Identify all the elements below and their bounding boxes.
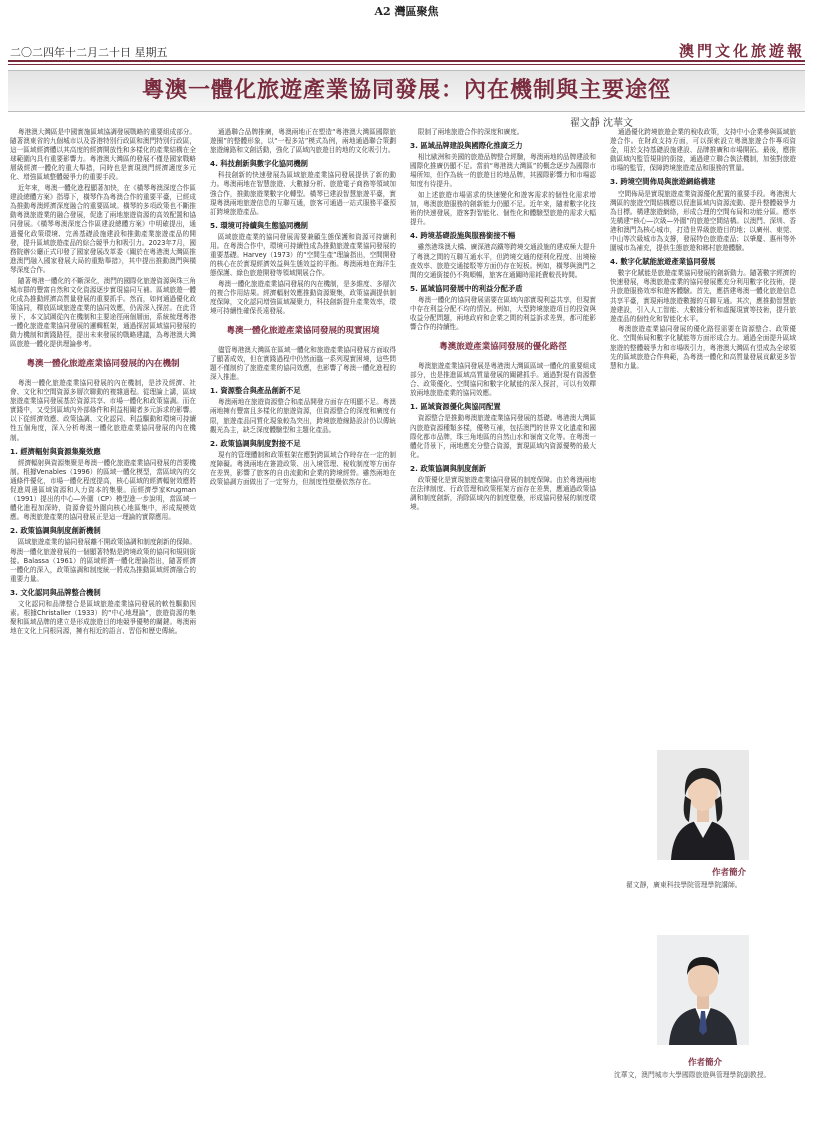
article-title: 粵澳一體化旅遊產業協同發展：內在機制與主要途徑 (141, 78, 671, 103)
author-bio: 翟文靜，廣東科技學院管理學院講師。 (626, 881, 742, 889)
author-bio: 沈華文，澳門城市大學國際旅遊與管理學院副教授。 (614, 1071, 771, 1079)
page-label: A2 灣區聚焦 (374, 5, 439, 18)
article-column-1 (10, 128, 196, 638)
subsection-heading: 3. 文化認同與品牌整合機制 (10, 587, 101, 597)
paragraph: 粵澳一體化的協同發展需要在區域內部實現利益共享，但現實中存在利益分配不均的情況。例如，大型跨境旅遊項目的投資與收益分配問題，兩地政府和企業之間的利益訴求差異，都可能影響合作的持續性。 (410, 295, 596, 332)
subsection-heading: 5. 環境可持續與生態協同機制 (210, 220, 308, 230)
headline-banner (8, 70, 805, 112)
subsection-heading: 2. 政策協調與制度對接不足 (210, 438, 301, 448)
caption-title: 作者簡介 (688, 1058, 723, 1068)
paragraph: 相比歐洲和美國的旅遊品牌整合經驗，粵澳兩地的品牌建設和國際化推廣仍顯不足。當前“粵港澳大灣區”的概念逐步為國際市場所知，但作為統一的旅遊目的地品牌，其國際影響力和市場認知度有待提升。 (410, 153, 596, 189)
paragraph: 區域旅遊產業的協同發展需要兼顧生態保護和資源可持續利用。在粵澳合作中，環境可持續性成為推動旅遊產業協同發展的重要基礎。Harvey（1973）的“空間生產”理論指出，空間開發的核心在於實現經濟效益與生態效益的平衡。粵澳兩地在海洋生態保護、綠色旅遊開發等領域開展合作。 (210, 232, 396, 278)
paragraph: 限制了兩地旅遊合作的深度和廣度。 (417, 128, 524, 136)
paragraph: 粵澳兩地在旅遊資源整合和產品開發方面存在明顯不足。粵澳兩地擁有豐富且多樣化的旅遊資源，但資源整合的深度和廣度有限，旅遊產品同質化現象較為突出，跨境旅遊線路設計仍以傳統觀光為主，缺乏深度體驗型和主題化產品。 (210, 398, 396, 434)
paragraph: 如上述旅遊市場需求的快速變化和遊客需求的個性化需求增加，粵澳旅遊服務的創新能力仍顯不足。近年來，隨着數字化技術的快速發展，遊客對智能化、個性化和體驗型旅遊的需求大幅提升。 (410, 191, 596, 227)
article-column-2 (210, 128, 396, 489)
paragraph: 粵港澳大灣區是中國實施區域協調發展戰略的重要組成部分。隨著澳東省的九個城市以及香港特別行政區和澳門特別行政區，這一區域經濟體以其高度的經濟開放性和多樣化的產業結構在全球範圍內具有重要影響力。粵港澳大灣區的發展不僅是國家戰略層級經濟一體化的重大舉措，同時也是實現澳門經濟適度多元化、增強區域整體競爭力的重要手段。 (10, 128, 196, 182)
author-photo (657, 750, 749, 860)
subsection-heading: 1. 區域資源優化與協同配置 (410, 402, 501, 412)
article-column-3 (410, 128, 596, 514)
paragraph: 數字化賦能是旅遊產業協同發展的創新動力。隨著數字經濟的快速發展，粵澳旅遊產業的協同發展應充分利用數字化技術，提升旅遊服務效率和遊客體驗。首先，應搭建粵澳一體化旅遊信息共享平臺，實現兩地旅遊數據的互聯互通。其次，應推動智慧旅遊建設，引入人工智能、大數據分析和虛擬現實等技術，提升旅遊產品的個性化和智能化水平。 (610, 269, 796, 323)
paragraph: 通過優化跨境旅遊企業的稅收政策，支持中小企業參與區域旅遊合作。在財政支持方面，可以探索設立粵澳旅遊合作專項資金，用於支持基礎設施建設、品牌推廣和市場開拓。最後，應推動區域內監管規則的銜接，通過建立聯合執法機制，加強對旅遊市場的監管，保障跨境旅遊產品和服務的質量。 (610, 128, 796, 173)
subsection-heading: 4. 跨境基礎設施與服務銜接不暢 (410, 231, 516, 241)
subsection-heading: 4. 數字化賦能旅遊產業協同發展 (610, 257, 716, 267)
issue-date: 二〇二四年十二月二十日 星期五 (10, 46, 168, 59)
paragraph: 現有的管理體制和政策框架在應對跨區域合作時存在一定的制度障礙。粵澳兩地在簽證政策、出入境管理、稅收制度等方面存在差異，影響了旅客的自由流動和企業的跨境經營。雖然兩地在政策協調方面做出了一定努力，但制度性壁壘依然存在。 (210, 450, 396, 487)
paragraph: 經濟輻射與資源集聚是粵澳一體化旅遊產業協同發展的首要機制。根據Venables（1996）的區域一體化模型，當區域內的交通條件優化，市場一體化程度提高，核心區域的經濟輻射效應將促進周邊區域資源和人力資本的集聚。而經濟學家Krugman（1991）提出的中心—外圍（CP）模型進一步說明，當區域一體化進程加深時，資源會從外圍向核心地區集中，形成規模效應。粵澳旅遊產業的協同發展正是這一理論的實際應用。 (10, 458, 196, 522)
subsection-heading: 3. 跨境空間佈局與旅遊網絡構建 (610, 177, 716, 187)
section-heading: 粵澳一體化旅遊產業協同發展的現實困境 (226, 326, 380, 337)
subsection-heading: 3. 區域品牌建設與國際化推廣乏力 (410, 141, 523, 151)
caption-title: 作者簡介 (712, 868, 747, 878)
author-photo (657, 935, 749, 1045)
subsection-heading: 1. 資源整合與產品創新不足 (210, 386, 301, 396)
paragraph: 粵澳一體化旅遊產業協同發展的內在機制，是多維度、多層次的複合作用結果。經濟輻射效應推動資源聚集，政策協調提供制度保障，文化認同增強區域凝聚力，科技創新提升產業效率，環境可持續性確保長遠發展。 (210, 279, 396, 316)
masthead: 澳門文化旅遊報 (678, 42, 805, 60)
header-rule (8, 60, 805, 62)
paragraph: 資源整合是推動粵澳旅遊產業協同發展的基礎。粵港澳大灣區內旅遊資源種類多樣，優勢互補，包括澳門的世界文化遺產和國際化都市品牌，珠三角地區的自然山水和嶺南文化等。在粵澳一體化背景下，兩地應充分整合資源，實現區域內資源優勢的最大化。 (410, 414, 596, 459)
section-heading: 粵澳旅遊產業協同發展的優化路徑 (439, 342, 567, 353)
paragraph: 近年來，粵澳一體化進程顯著加快，在《橫琴粵澳深度合作區建設總體方案》指導下，橫琴作為粵澳合作的重要平臺，已經成為推動粵澳經濟深度融合的重要區域。橫琴的多項政策也不斷推動粵澳旅遊業的融合發展，促進了兩地旅遊資源的高效配置和協同發展。《橫琴粵澳深度合作區建設總體方案》中明確提出，通過優化政策環境、完善基礎設施建設和推動產業旅遊產品的開發，提升區域旅遊產品的綜合競爭力和吸引力。2023年7月，國務院辦公廳正式印發了國家發展改革委《關於在粵港澳大灣區推進澳門融入國家發展大局的重點舉措》，其中提出推動澳門與橫琴深度合作。 (10, 184, 196, 274)
article-column-4 (610, 128, 796, 372)
byline: 翟文靜 沈華文 (569, 118, 633, 129)
paragraph: 通過聯合品牌推廣，粵澳兩地正在塑造“粵港澳大灣區國際旅遊圈”的整體形象，以“一程多站”模式為例，兩地通過聯合策劃旅遊線路和文創活動，強化了區域內旅遊目的地的文化吸引力。 (210, 128, 396, 155)
subsection-heading: 4. 科技創新與數字化協同機制 (210, 159, 308, 169)
subsection-heading: 5. 區域協同發展中的利益分配矛盾 (410, 283, 523, 293)
paragraph: 科技創新的快速發展為區域旅遊產業協同發展提供了新的動力。粵澳兩地在智慧旅遊、大數據分析、旅遊電子商務等領域加強合作，推動旅遊業數字化轉型。橫琴已建設智慧旅遊平臺，實現粵澳兩地旅遊信息的互聯互通，旅客可通過一站式服務平臺預訂跨境旅遊產品。 (210, 171, 396, 216)
paragraph: 隨著粵港一體化的不斷深化，澳門的國際化旅遊資源與珠三角城市群的豐富自然和文化資源逐步實現協同互補。區域旅遊一體化成為推動經濟高質量發展的重要抓手。然而，如何通過優化政策協同，釋放區域旅遊產業的協同效應，仍需深入探討。在此背景下，本文試圖從內在機制和主要途徑兩個層面，系統梳理粵港一體化旅遊產業協同發展的邏輯框架，通過探討區域協同發展的動力機制和實踐路徑，提出未來發展的戰略建議，為粵港澳大灣區旅遊一體化提供理論參考。 (10, 276, 196, 349)
paragraph: 空間佈局是實現旅遊產業資源優化配置的重要手段。粵港澳大灣區的旅遊空間結構應以促進區域內資源流動、提升整體競爭力為目標。構建旅遊網絡，形成合理的空間布局和功能分區。應率先構建“核心—次級—外圍”的旅遊空間結構。以澳門、深圳、香港和澳門為核心城市，打造世界級旅遊目的地；以廣州、東莞、中山等次級城市為支撐，發展特色旅遊產品；以肇慶、惠州等外圍城市為補充，提供生態旅遊和鄉村旅遊體驗。 (610, 189, 796, 253)
paragraph: 政策優化是實現旅遊產業協同發展的制度保障。由於粵澳兩地在法律制度、行政管理和政策框架方面存在差異，應通過政策協調和制度創新，消除區域內的制度壁壘，形成協同發展的制度環境。 (410, 475, 596, 512)
section-heading: 粵澳一體化旅遊產業協同發展的內在機制 (26, 359, 180, 370)
paragraph: 文化認同和品牌整合是區域旅遊產業協同發展的軟性驅動因素。根據Christaller（1933）的“中心地理論”，旅遊資源的集聚和區域品牌的建立是形成旅遊目的地競爭優勢的關鍵。粵澳兩地在文化上同根同源，擁有相近的語言、習俗和歷史傳統。 (10, 599, 196, 636)
subsection-heading: 2. 政策協調與制度創新 (410, 463, 487, 473)
header-rule-thin (8, 64, 805, 65)
paragraph: 儘管粵港澳大灣區在區域一體化和旅遊產業協同發展方面取得了顯著成效，但在實踐過程中仍然面臨一系列現實困境，這些問題不僅制約了旅遊產業的協同效應，也影響了粵澳一體化進程的深入推進。 (210, 345, 396, 382)
paragraph: 區域旅遊產業的協同發展離不開政策協調和制度創新的保障。粵澳一體化旅遊發展的一個顯著特點是跨境政策的協同和規則銜接。Balassa（1961）的區域經濟一體化理論指出，隨著經濟一體化的深入，政策協調和制度統一將成為推動區域經濟融合的重要力量。 (10, 538, 196, 583)
paragraph: 粵澳一體化旅遊產業協同發展的內在機制，是涉及經濟、社會、文化和空間資源多層次聯動的複雜過程。從理論上講，區域旅遊產業協同發展基於資源共享、市場一體化和政策協調。而在實踐中，又受到區域內外部條件和利益相關者多元訴求的影響。以下從經濟效應、政策協調、文化認同、利益驅動和環境可持續性五個角度，深入分析粵澳一體化旅遊產業協同發展的內在機制。 (10, 378, 196, 442)
subsection-heading: 2. 政策協調與制度創新機制 (10, 526, 101, 536)
paragraph: 雖然港珠澳大橋、廣深港高鐵等跨境交通設施的建成極大提升了粵澳之間的互聯互通水平，但跨境交通的便利化程度、出境檢查效率、旅遊交通接駁等方面仍存在短板。例如，橫琴與澳門之間的交通銜接仍不夠順暢，旅客在通關時需耗費較長時間。 (410, 243, 596, 279)
paragraph: 粵澳旅遊產業協同發展的優化路徑需要在資源整合、政策優化、空間佈局和數字化賦能等方面形成合力。通過全面提升區域旅遊的整體競爭力和市場吸引力，粵港澳大灣區有望成為全球領先的區域旅遊合作典範，為粵澳一體化和高質量發展貢獻更多智慧和力量。 (610, 325, 796, 370)
subsection-heading: 1. 經濟輻射與資源集聚效應 (10, 446, 101, 456)
paragraph: 粵澳旅遊產業協同發展是粵港澳大灣區區域一體化的重要組成部分，也是推進區域高質量發展的關鍵抓手。通過對現有資源整合、政策優化、空間協同和數字化賦能的深入探討，可以有效釋放兩地旅遊產業的協同效應。 (410, 362, 596, 398)
